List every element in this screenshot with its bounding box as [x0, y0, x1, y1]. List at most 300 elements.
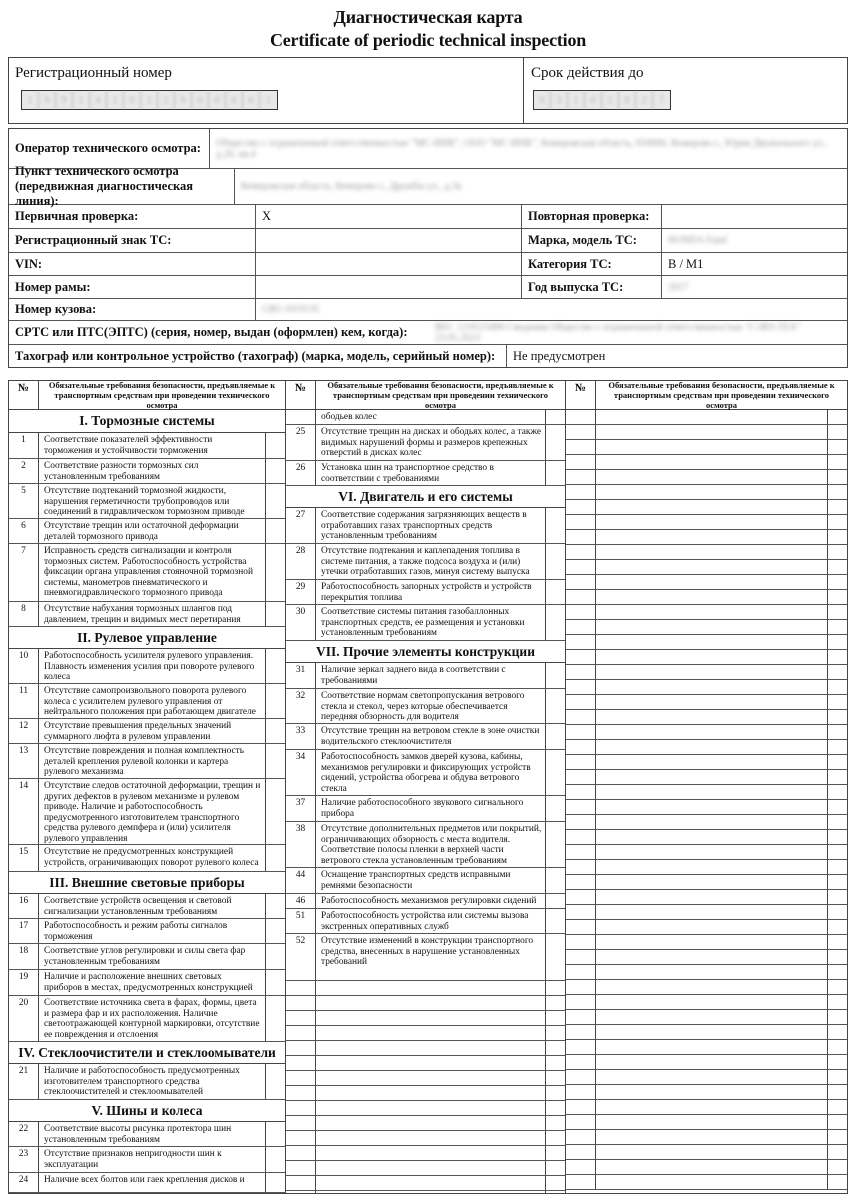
item-check-cell[interactable] [265, 996, 285, 1041]
checklist-item [9, 459, 285, 484]
item-check-cell[interactable] [827, 470, 847, 484]
checklist-column-2 [285, 380, 566, 1194]
checklist-item [286, 580, 565, 605]
digit-cell: 3 [551, 91, 568, 109]
empty-row [286, 1191, 565, 1194]
item-check-cell[interactable] [827, 1160, 847, 1174]
empty-row [566, 1085, 847, 1100]
item-check-cell[interactable] [827, 590, 847, 604]
item-text: Соответствие нормам светопропускания ветрового стекла и стекол, через которые обеспечивается передняя обзорность для водителя [321, 691, 525, 723]
item-check-cell[interactable] [827, 1055, 847, 1069]
item-check-cell[interactable] [827, 1145, 847, 1159]
item-number: 33 [286, 724, 316, 749]
item-check-cell[interactable] [827, 890, 847, 904]
checklist-item [9, 1147, 285, 1173]
digit-cell: 0 [209, 91, 226, 109]
item-text [596, 560, 827, 574]
item-text [596, 935, 827, 949]
checklist-item [286, 425, 565, 461]
year-value [661, 276, 847, 298]
item-check-cell[interactable] [827, 905, 847, 919]
item-check-cell[interactable] [265, 484, 285, 518]
digit-cell: 6 [243, 91, 260, 109]
item-text [596, 755, 827, 769]
item-check-cell[interactable] [545, 425, 565, 460]
checklist-item [9, 1064, 285, 1100]
item-check-cell[interactable] [545, 461, 565, 485]
item-check-cell[interactable] [827, 665, 847, 679]
empty-row [566, 530, 847, 545]
registration-box [8, 57, 848, 124]
item-number [566, 605, 596, 619]
digit-cell: 0 [619, 91, 636, 109]
vin-label: VIN: [15, 256, 43, 271]
item-text [316, 1161, 545, 1175]
item-number [566, 470, 596, 484]
repeat-check-value [661, 205, 847, 228]
item-check-cell[interactable] [545, 1056, 565, 1070]
item-check-cell[interactable] [545, 1116, 565, 1130]
empty-row [566, 440, 847, 455]
empty-row [566, 725, 847, 740]
item-check-cell[interactable] [545, 1191, 565, 1194]
item-check-cell[interactable] [827, 1100, 847, 1114]
item-check-cell[interactable] [265, 779, 285, 844]
checklist-item [9, 996, 285, 1042]
item-check-cell[interactable] [827, 410, 847, 424]
item-number: 20 [9, 996, 39, 1041]
item-number [286, 1041, 316, 1055]
item-check-cell[interactable] [827, 815, 847, 829]
checklist-item [9, 779, 285, 845]
item-text: Отсутствие трещин на ветровом стекле в зоне очистки водительского стеклоочистителя [321, 726, 540, 747]
srts-label: СРТС или ПТС(ЭПТС) (серия, номер, выдан (оформлен) кем, когда): [15, 325, 408, 339]
checklist-item [9, 744, 285, 779]
item-check-cell[interactable] [545, 1086, 565, 1100]
item-check-cell[interactable] [265, 919, 285, 943]
item-check-cell[interactable] [545, 909, 565, 933]
item-text: Исправность средств сигнализации и контроля тормозных систем. Работоспособность устройства фиксации органа управления стояночной тормозной системы, манометров пневматического и пневмогидравлического тормозного привода [44, 546, 253, 599]
section-heading: III. Внешние световые приборы [9, 872, 285, 894]
item-check-cell[interactable] [265, 602, 285, 626]
item-check-cell[interactable] [545, 689, 565, 723]
item-check-cell[interactable] [265, 845, 285, 871]
body-value [255, 299, 847, 320]
item-text [596, 965, 827, 979]
empty-row [566, 1040, 847, 1055]
item-check-cell[interactable] [827, 1040, 847, 1054]
item-number: 12 [9, 719, 39, 743]
empty-row [566, 620, 847, 635]
item-number: 18 [9, 944, 39, 969]
item-check-cell[interactable] [265, 1122, 285, 1146]
item-check-cell[interactable] [265, 649, 285, 683]
digit-cell: 1 [73, 91, 90, 109]
item-text [596, 440, 827, 454]
item-check-cell[interactable] [545, 508, 565, 543]
header-num: № [9, 381, 39, 409]
empty-row [286, 1026, 565, 1041]
item-number: 10 [9, 649, 39, 683]
item-number [566, 425, 596, 439]
item-text [596, 995, 827, 1009]
item-text [596, 950, 827, 964]
item-number [566, 755, 596, 769]
item-check-cell[interactable] [827, 425, 847, 439]
make-model-value-text: HONDA Fund [668, 235, 727, 246]
category-value: B / M1 [661, 253, 847, 275]
item-text: Работоспособность усилителя рулевого управления. Плавность изменения усилия при повороте рулевого колеса [44, 651, 255, 683]
item-text: Наличие всех болтов или гаек крепления дисков и [44, 1175, 245, 1185]
empty-row [566, 1145, 847, 1160]
digit-cell: 2 [158, 91, 175, 109]
item-check-cell[interactable] [827, 455, 847, 469]
item-text [596, 575, 827, 589]
item-check-cell[interactable] [265, 1147, 285, 1172]
item-check-cell[interactable] [545, 1071, 565, 1085]
item-number [566, 680, 596, 694]
item-check-cell[interactable] [545, 1011, 565, 1025]
item-check-cell[interactable] [545, 1026, 565, 1040]
repeat-check-label: Повторная проверка: [521, 205, 661, 228]
item-check-cell[interactable] [545, 796, 565, 821]
checklist-item [9, 484, 285, 519]
item-check-cell[interactable] [545, 1146, 565, 1160]
item-check-cell[interactable] [265, 459, 285, 483]
operator-value-text: Общество с ограниченной ответственностью "МС-ИНК", ООО "МС-ИНК", Кемеровская область, 650000, Кемерово г., Юрия Двужильного ул., д.20, кв.4 [216, 137, 827, 160]
item-number [566, 845, 596, 859]
item-check-cell[interactable] [545, 663, 565, 688]
item-check-cell[interactable] [827, 980, 847, 994]
item-check-cell[interactable] [827, 800, 847, 814]
checklist-item [9, 919, 285, 944]
item-number [566, 1100, 596, 1114]
header-num: № [566, 381, 596, 409]
header-num: № [286, 381, 316, 409]
item-check-cell[interactable] [545, 996, 565, 1010]
item-text [316, 1176, 545, 1190]
empty-row [566, 605, 847, 620]
item-check-cell[interactable] [545, 605, 565, 640]
item-check-cell[interactable] [827, 1010, 847, 1024]
item-check-cell[interactable] [265, 1173, 285, 1192]
empty-row [566, 950, 847, 965]
item-number [286, 1116, 316, 1130]
item-text [596, 920, 827, 934]
digit-cell: 2 [141, 91, 158, 109]
item-number [566, 1070, 596, 1084]
digit-cell: 4 [90, 91, 107, 109]
item-check-cell[interactable] [827, 875, 847, 889]
make-model-label: Марка, модель ТС: [521, 229, 661, 252]
item-number [566, 725, 596, 739]
empty-row [286, 1116, 565, 1131]
item-number [566, 800, 596, 814]
item-check-cell[interactable] [827, 770, 847, 784]
item-check-cell[interactable] [545, 1101, 565, 1115]
item-check-cell[interactable] [545, 580, 565, 604]
item-number: 21 [9, 1064, 39, 1099]
empty-row [566, 890, 847, 905]
item-text [316, 1056, 545, 1070]
item-check-cell[interactable] [545, 750, 565, 795]
item-check-cell[interactable] [827, 1175, 847, 1189]
item-number: 28 [286, 544, 316, 579]
item-text [596, 1145, 827, 1159]
item-check-cell[interactable] [827, 710, 847, 724]
item-check-cell[interactable] [545, 410, 565, 424]
checklist-item [286, 663, 565, 689]
checklist-item [286, 909, 565, 934]
section-heading: V. Шины и колеса [9, 1100, 285, 1122]
item-check-cell[interactable] [545, 1161, 565, 1175]
primary-check-value: X [255, 205, 521, 228]
item-text [316, 1086, 545, 1100]
item-text: Соответствие разности тормозных сил установленным требованиям [44, 461, 199, 482]
item-check-cell[interactable] [265, 744, 285, 778]
digit-cell: 1 [107, 91, 124, 109]
item-text [596, 545, 827, 559]
item-check-cell[interactable] [265, 970, 285, 995]
item-check-cell[interactable] [827, 680, 847, 694]
digit-cell: 0 [124, 91, 141, 109]
item-check-cell[interactable] [827, 725, 847, 739]
item-check-cell[interactable] [827, 575, 847, 589]
item-text [316, 1071, 545, 1085]
item-text [316, 1191, 545, 1194]
item-text: Отсутствие не предусмотренных конструкцией устройств, ограничивающих поворот рулевого колеса [44, 847, 259, 868]
item-check-cell[interactable] [265, 894, 285, 918]
header-desc: Обязательные требования безопасности, предъявляемые к транспортным средствам при проведении технического осмотра [608, 380, 835, 410]
item-text [596, 590, 827, 604]
item-number [566, 530, 596, 544]
item-text: Соответствие углов регулировки и силы света фар установленным требованиям [44, 946, 246, 967]
checklist-item [9, 845, 285, 872]
item-text [596, 710, 827, 724]
item-text [596, 1100, 827, 1114]
section-heading: I. Тормозные системы [9, 410, 285, 433]
item-check-cell[interactable] [827, 1070, 847, 1084]
checklist-item [286, 605, 565, 641]
item-number: 11 [9, 684, 39, 718]
item-check-cell[interactable] [827, 605, 847, 619]
item-number [286, 1146, 316, 1160]
document-title-ru: Диагностическая карта [333, 7, 523, 27]
item-text: Соответствие содержания загрязняющих веществ в отработавших газах транспортных средств установленным требованиям [321, 510, 527, 542]
item-check-cell[interactable] [265, 944, 285, 969]
item-number [566, 1175, 596, 1189]
empty-row [566, 740, 847, 755]
item-check-cell[interactable] [827, 1025, 847, 1039]
empty-row [566, 500, 847, 515]
empty-row [566, 935, 847, 950]
item-text [596, 620, 827, 634]
operator-value [209, 129, 847, 168]
digit-cell: 1 [22, 91, 39, 109]
item-text [596, 815, 827, 829]
empty-row [566, 1010, 847, 1025]
item-text [316, 996, 545, 1010]
empty-row [566, 875, 847, 890]
item-check-cell[interactable] [827, 860, 847, 874]
item-number: 19 [9, 970, 39, 995]
empty-row [566, 1115, 847, 1130]
checklist-item [9, 970, 285, 996]
empty-row [566, 785, 847, 800]
item-number [566, 710, 596, 724]
item-check-cell[interactable] [827, 650, 847, 664]
item-check-cell[interactable] [545, 544, 565, 579]
item-number [286, 410, 316, 424]
item-check-cell[interactable] [827, 830, 847, 844]
item-check-cell[interactable] [827, 545, 847, 559]
item-text: Оснащение транспортных средств исправными ремнями безопасности [321, 870, 511, 891]
digit-cell: 9 [56, 91, 73, 109]
checklist-item [286, 868, 565, 894]
item-text: ободьев колес [321, 412, 377, 422]
item-number: 7 [9, 544, 39, 601]
item-check-cell[interactable] [827, 935, 847, 949]
item-text [596, 485, 827, 499]
item-text: Наличие и расположение внешних световых приборов в местах, предусмотренных конструкцией [44, 972, 253, 993]
item-text [596, 680, 827, 694]
empty-row [566, 665, 847, 680]
item-number [566, 665, 596, 679]
item-check-cell[interactable] [827, 965, 847, 979]
item-number: 29 [286, 580, 316, 604]
item-check-cell[interactable] [827, 620, 847, 634]
digit-cell: 6 [226, 91, 243, 109]
item-text [596, 800, 827, 814]
item-check-cell[interactable] [827, 740, 847, 754]
item-check-cell[interactable] [827, 755, 847, 769]
digit-cell: 1 [266, 94, 271, 106]
item-number [566, 785, 596, 799]
item-check-cell[interactable] [827, 1130, 847, 1144]
item-text [596, 515, 827, 529]
item-text [596, 1040, 827, 1054]
item-text: Отсутствие следов остаточной деформации, трещин и других дефектов в рулевом механизме и рулевом приводе. Наличие и работоспособность предусмотренного изготовителем транспортного средства рулевого демпфера и (или) усилителя рулевого управления [44, 781, 261, 844]
frame-label: Номер рамы: [15, 279, 91, 294]
item-number [286, 981, 316, 995]
item-check-cell[interactable] [827, 845, 847, 859]
vehicle-info-table [8, 128, 848, 368]
item-text [316, 1011, 545, 1025]
item-check-cell[interactable] [265, 1064, 285, 1099]
empty-row [566, 905, 847, 920]
item-number: 31 [286, 663, 316, 688]
digit-cell: 9 [39, 91, 56, 109]
item-check-cell[interactable] [265, 433, 285, 458]
item-check-cell[interactable] [827, 950, 847, 964]
empty-row [286, 1176, 565, 1191]
item-check-cell[interactable] [827, 920, 847, 934]
item-check-cell[interactable] [545, 894, 565, 908]
digit-cell: 2 [602, 91, 619, 109]
item-number: 27 [286, 508, 316, 543]
item-text [596, 905, 827, 919]
empty-row [566, 1025, 847, 1040]
empty-row [566, 1055, 847, 1070]
item-text [596, 605, 827, 619]
item-text: Работоспособность и режим работы сигналов торможения [44, 921, 228, 942]
item-check-cell[interactable] [265, 684, 285, 718]
item-number [566, 545, 596, 559]
item-check-cell[interactable] [827, 485, 847, 499]
inspection-checklist [8, 380, 848, 1194]
item-text [596, 890, 827, 904]
item-number [286, 1131, 316, 1145]
item-check-cell[interactable] [827, 515, 847, 529]
item-check-cell[interactable] [827, 530, 847, 544]
item-number [566, 920, 596, 934]
item-check-cell[interactable] [827, 500, 847, 514]
item-number: 5 [9, 484, 39, 518]
empty-row [566, 860, 847, 875]
item-number: 16 [9, 894, 39, 918]
item-text [596, 665, 827, 679]
checklist-header [566, 381, 847, 410]
item-check-cell[interactable] [827, 635, 847, 649]
item-check-cell[interactable] [827, 1085, 847, 1099]
item-check-cell[interactable] [545, 1041, 565, 1055]
item-number [286, 1086, 316, 1100]
item-text: Наличие зеркал заднего вида в соответствии с требованиями [321, 665, 506, 686]
item-number: 2 [9, 459, 39, 483]
item-check-cell[interactable] [827, 560, 847, 574]
item-check-cell[interactable] [545, 868, 565, 893]
empty-row [566, 710, 847, 725]
checklist-column-1 [8, 380, 286, 1194]
digit-cell: 0 [534, 91, 551, 109]
item-number [566, 875, 596, 889]
item-text [596, 875, 827, 889]
item-number [566, 485, 596, 499]
item-text [316, 981, 545, 995]
empty-row [566, 755, 847, 770]
item-number [566, 1160, 596, 1174]
item-check-cell[interactable] [827, 695, 847, 709]
item-check-cell[interactable] [827, 1115, 847, 1129]
item-check-cell[interactable] [827, 440, 847, 454]
item-check-cell[interactable] [827, 995, 847, 1009]
item-number [566, 515, 596, 529]
item-check-cell[interactable] [265, 719, 285, 743]
item-check-cell[interactable] [827, 785, 847, 799]
item-number [286, 996, 316, 1010]
item-text [316, 1116, 545, 1130]
item-number [566, 635, 596, 649]
item-check-cell[interactable] [545, 1131, 565, 1145]
item-number: 25 [286, 425, 316, 460]
item-text [596, 740, 827, 754]
empty-row [566, 920, 847, 935]
item-number: 38 [286, 822, 316, 867]
item-check-cell[interactable] [265, 519, 285, 543]
item-check-cell[interactable] [545, 724, 565, 749]
item-check-cell[interactable] [545, 1176, 565, 1190]
item-check-cell[interactable] [545, 822, 565, 867]
item-check-cell[interactable] [265, 544, 285, 601]
item-number [566, 1040, 596, 1054]
item-text: Соответствие источника света в фарах, формы, цвета и размера фар и их расположения. Наличие светоотражающей контурной маркировки, отсутствие ее повреждения и отслоения [44, 998, 260, 1040]
item-check-cell[interactable] [545, 934, 565, 980]
item-number [566, 740, 596, 754]
item-text: Отсутствие подтеканий тормозной жидкости, нарушения герметичности трубопроводов или соединений в гидравлическом тормозном приводе [44, 486, 245, 518]
empty-row [566, 590, 847, 605]
checklist-header [9, 381, 285, 410]
item-check-cell[interactable] [545, 981, 565, 995]
